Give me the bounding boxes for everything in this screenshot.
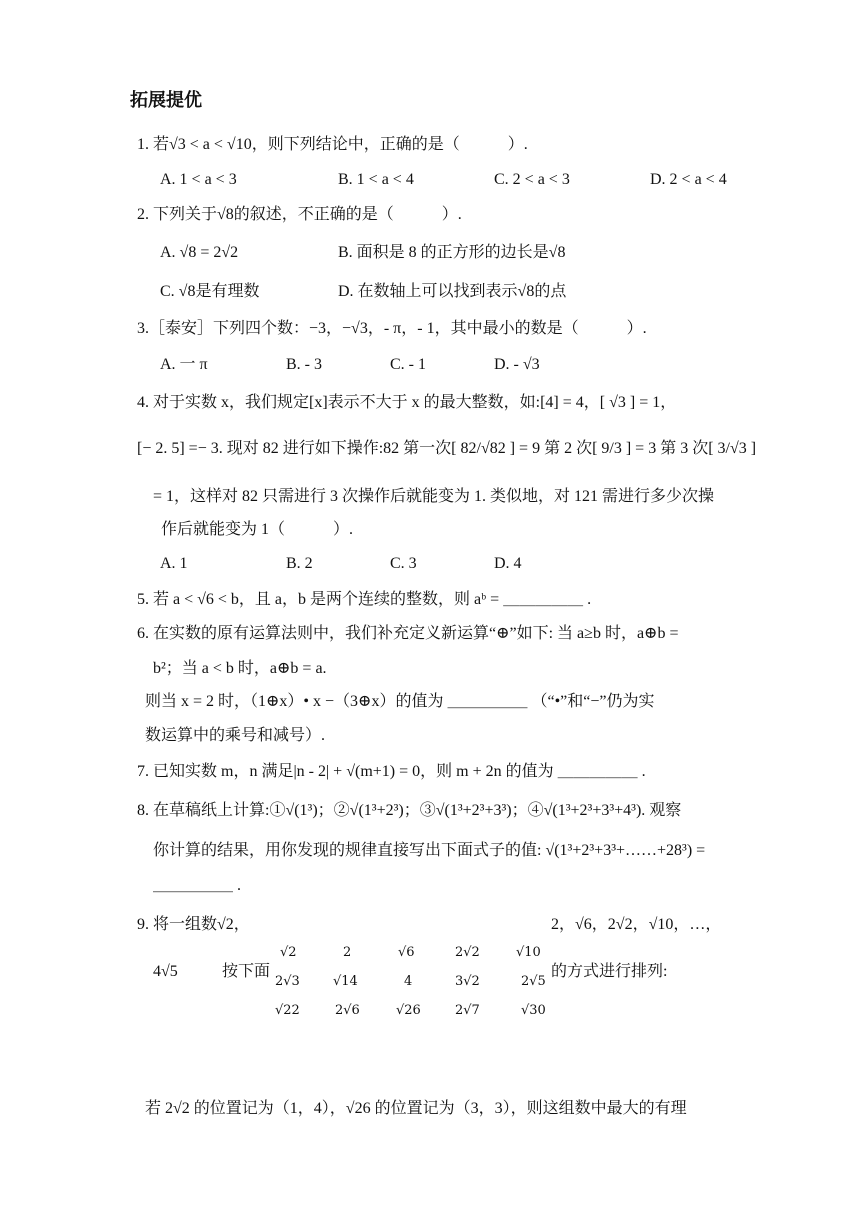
- grid-cell: 2: [343, 945, 352, 960]
- q3-option-b: B. - 3: [286, 356, 322, 373]
- question-9-intro: 9. 将一组数√2，: [137, 916, 250, 933]
- q3-option-a: A. 一 π: [160, 356, 208, 373]
- q3-option-c: C. - 1: [390, 356, 426, 373]
- grid-cell: 2√6: [335, 1003, 360, 1018]
- question-9-arrange-tail: 的方式进行排列:: [551, 963, 668, 980]
- question-1: 1. 若√3 < a < √10，则下列结论中，正确的是（ ）.: [137, 136, 528, 153]
- q1-option-c: C. 2 < a < 3: [494, 171, 570, 188]
- q1-option-a: A. 1 < a < 3: [160, 171, 237, 188]
- q2-option-d: D. 在数轴上可以找到表示√8的点: [338, 283, 567, 300]
- grid-cell: 4: [404, 974, 413, 989]
- q2-option-b: B. 面积是 8 的正方形的边长是√8: [338, 244, 566, 261]
- section-title: 拓展提优: [130, 90, 202, 110]
- grid-cell: 2√2: [455, 945, 480, 960]
- grid-cell: √14: [333, 974, 358, 989]
- grid-cell: 2√3: [275, 974, 300, 989]
- question-4-line-2: [− 2. 5] =− 3. 现对 82 进行如下操作:82 第一次[ 82/√82 ] = 9 第 2 次[ 9/3 ] = 3 第 3 次[ 3/√3 ]: [137, 440, 757, 457]
- question-4-line-4: 作后就能变为 1（ ）.: [161, 521, 354, 538]
- grid-cell: 3√2: [455, 974, 480, 989]
- question-3: 3.［泰安］下列四个数：−3，−√3，- π，- 1，其中最小的数是（ ）.: [137, 320, 647, 337]
- question-4-line-1: 4. 对于实数 x，我们规定[x]表示不大于 x 的最大整数，如:[4] = 4，[ √3 ] = 1，: [137, 394, 677, 411]
- grid-cell: 2√7: [455, 1003, 480, 1018]
- question-9-last-term: 4√5: [153, 963, 178, 980]
- question-6-line-1: 6. 在实数的原有运算法则中，我们补充定义新运算“⊕”如下: 当 a≥b 时，a⊕b =: [137, 625, 679, 642]
- grid-cell: √30: [521, 1003, 546, 1018]
- q2-option-c: C. √8是有理数: [160, 283, 260, 300]
- question-8-line-1: 8. 在草稿纸上计算:①√(1³)；②√(1³+2³)；③√(1³+2³+3³)；④√(1³+2³+3³+4³). 观察: [137, 802, 682, 819]
- grid-cell: √6: [398, 945, 415, 960]
- grid-cell: √10: [516, 945, 541, 960]
- question-8-line-2: 你计算的结果，用你发现的规律直接写出下面式子的值: √(1³+2³+3³+……+28³) =: [153, 842, 706, 859]
- question-5: 5. 若 a < √6 < b，且 a，b 是两个连续的整数，则 aᵇ = ＿＿＿＿＿ .: [137, 591, 592, 608]
- q3-option-d: D. - √3: [494, 356, 540, 373]
- question-9-continuation: 若 2√2 的位置记为（1，4），√26 的位置记为（3，3），则这组数中最大的有理: [145, 1100, 687, 1117]
- grid-cell: √22: [275, 1003, 300, 1018]
- grid-cell: 2√5: [521, 974, 546, 989]
- q1-option-b: B. 1 < a < 4: [338, 171, 414, 188]
- grid-cell: √2: [280, 945, 297, 960]
- question-9-arrange-label: 按下面: [222, 963, 271, 980]
- q4-option-c: C. 3: [390, 555, 417, 572]
- question-4-line-3: = 1，这样对 82 只需进行 3 次操作后就能变为 1. 类似地，对 121 需进行多少次操: [153, 488, 715, 505]
- question-6-line-3: 则当 x = 2 时，（1⊕x）• x −（3⊕x）的值为 ＿＿＿＿＿ （“•”和“−”仍为实: [145, 693, 655, 710]
- question-8-line-3: ＿＿＿＿＿ .: [153, 877, 242, 894]
- question-2: 2. 下列关于√8的叙述，不正确的是（ ）.: [137, 206, 462, 223]
- q4-option-a: A. 1: [160, 555, 188, 572]
- question-6-line-2: b²；当 a < b 时，a⊕b = a.: [153, 660, 327, 677]
- q4-option-d: D. 4: [494, 555, 522, 572]
- q1-option-d: D. 2 < a < 4: [650, 171, 727, 188]
- question-7: 7. 已知实数 m，n 满足|n - 2| + √(m+1) = 0，则 m + 2n 的值为 ＿＿＿＿＿ .: [137, 763, 646, 780]
- question-9-sequence: 2，√6，2√2，√10，…，: [551, 916, 722, 933]
- q4-option-b: B. 2: [286, 555, 313, 572]
- q2-option-a: A. √8 = 2√2: [160, 244, 239, 261]
- question-6-line-4: 数运算中的乘号和减号）.: [145, 727, 326, 744]
- grid-cell: √26: [396, 1003, 421, 1018]
